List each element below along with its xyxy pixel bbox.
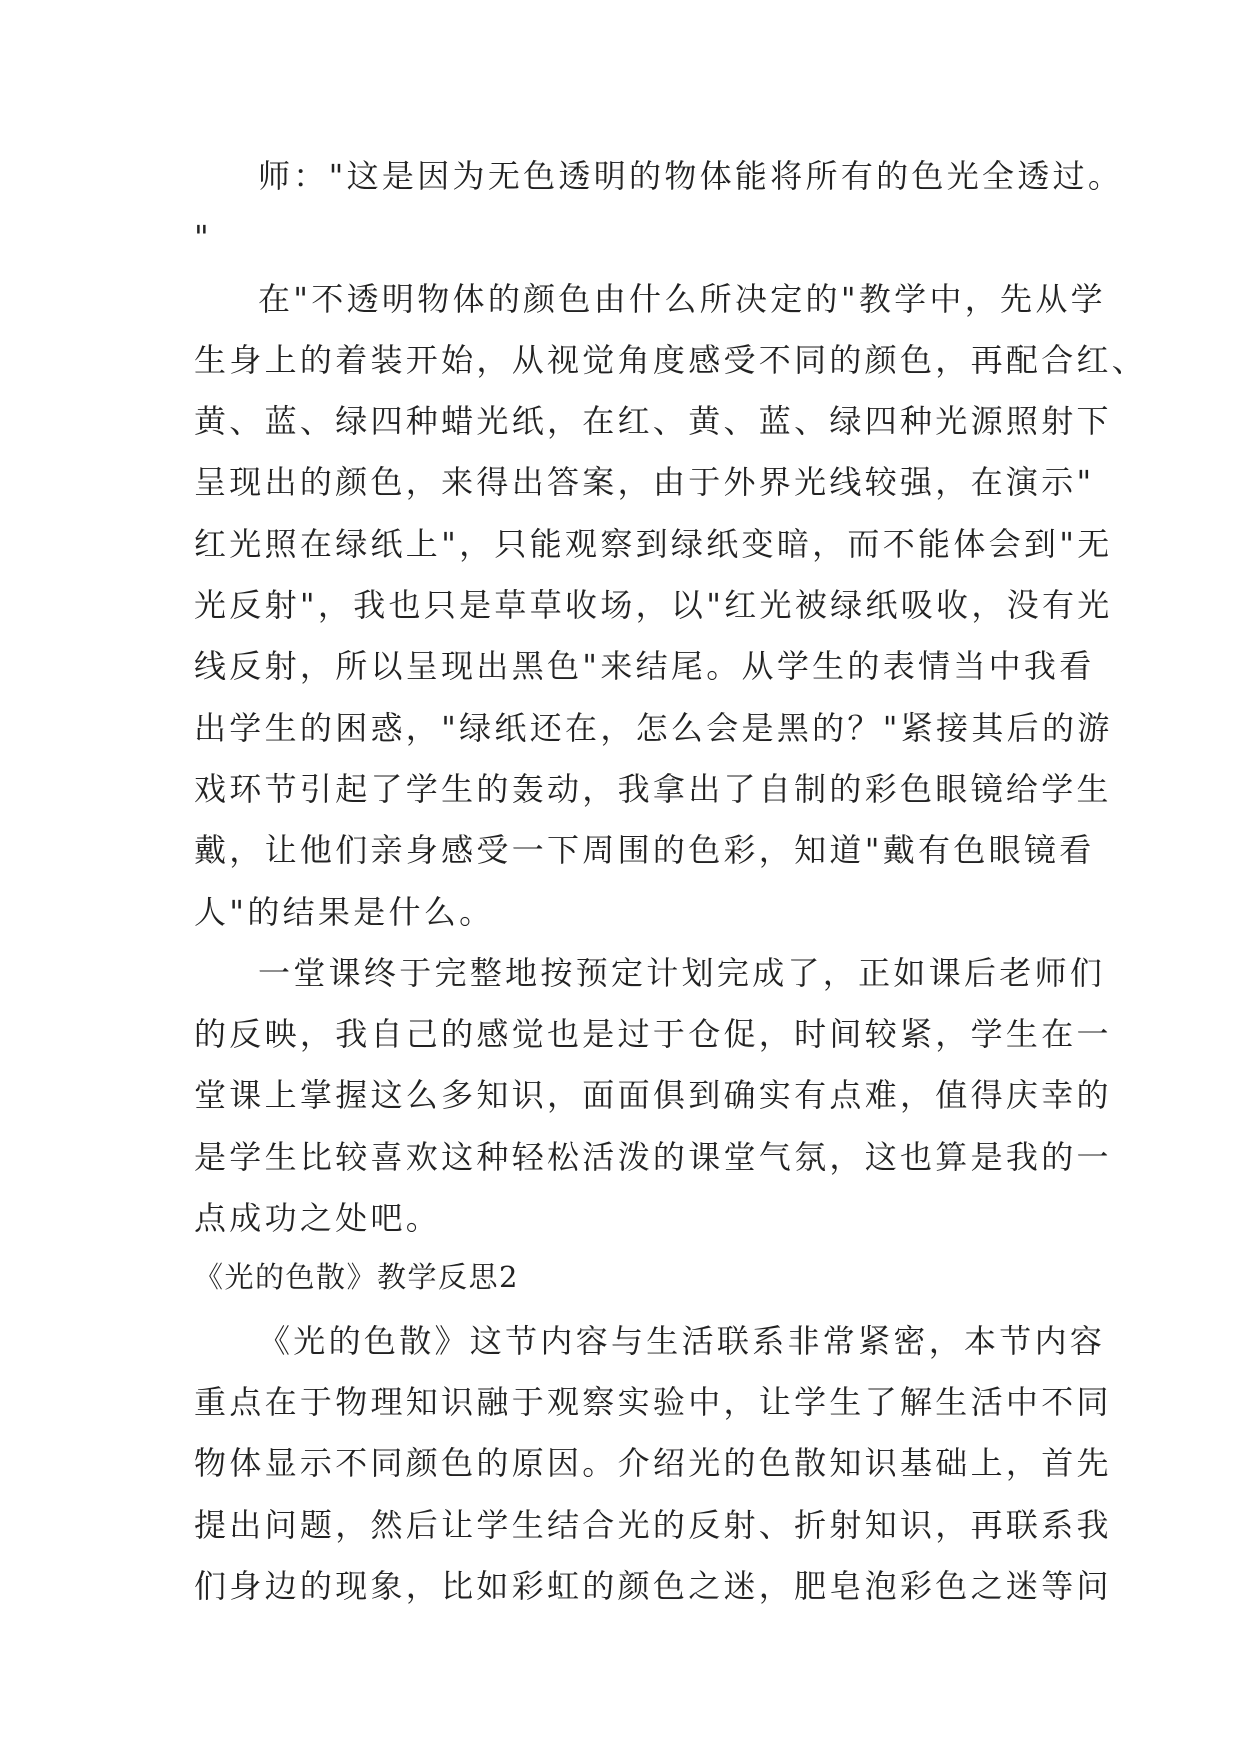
paragraph-line: 堂课上掌握这么多知识，面面俱到确实有点难，值得庆幸的	[194, 1076, 1112, 1115]
paragraph-line: 光反射"，我也只是草草收场，以"红光被绿纸吸收，没有光	[194, 586, 1113, 625]
paragraph-line: 呈现出的颜色，来得出答案，由于外界光线较强，在演示"	[194, 463, 1095, 502]
document-body	[194, 157, 1148, 1631]
paragraph-line: 一堂课终于完整地按预定计划完成了，正如课后老师们	[258, 953, 1106, 992]
paragraph-line: 在"不透明物体的颜色由什么所决定的"教学中，先从学	[258, 279, 1106, 318]
paragraph-line: 们身边的现象，比如彩虹的颜色之迷，肥皂泡彩色之迷等问	[194, 1566, 1112, 1605]
paragraph-line: 点成功之处吧。	[194, 1199, 442, 1238]
paragraph-line: 重点在于物理知识融于观察实验中，让学生了解生活中不同	[194, 1382, 1112, 1421]
paragraph-line: 生身上的着装开始，从视觉角度感受不同的颜色，再配合红、	[194, 340, 1148, 379]
paragraph-line: 线反射，所以呈现出黑色"来结尾。从学生的表情当中我看	[194, 647, 1095, 686]
paragraph-line: "	[194, 218, 213, 257]
paragraph-line: 的反映，我自己的感觉也是过于仓促，时间较紧，学生在一	[194, 1015, 1112, 1054]
paragraph-line: 是学生比较喜欢这种轻松活泼的课堂气氛，这也算是我的一	[194, 1137, 1112, 1176]
paragraph-line: 提出问题，然后让学生结合光的反射、折射知识，再联系我	[194, 1505, 1112, 1544]
paragraph-line: 戴，让他们亲身感受一下周围的色彩，知道"戴有色眼镜看	[194, 831, 1095, 870]
paragraph-line: 人"的结果是什么。	[194, 892, 495, 931]
paragraph-line: 《光的色散》这节内容与生活联系非常紧密，本节内容	[258, 1321, 1106, 1360]
paragraph-line: 红光照在绿纸上"，只能观察到绿纸变暗，而不能体会到"无	[194, 524, 1113, 563]
paragraph-line: 戏环节引起了学生的轰动，我拿出了自制的彩色眼镜给学生	[194, 769, 1112, 808]
paragraph-line: 物体显示不同颜色的原因。介绍光的色散知识基础上，首先	[194, 1444, 1112, 1483]
paragraph-line: 师："这是因为无色透明的物体能将所有的色光全透过。	[258, 157, 1124, 195]
paragraph-line: 黄、蓝、绿四种蜡光纸，在红、黄、蓝、绿四种光源照射下	[194, 402, 1112, 441]
section-heading: 《光的色散》教学反思2	[194, 1260, 519, 1295]
paragraph-line: 出学生的困惑，"绿纸还在，怎么会是黑的？"紧接其后的游	[194, 708, 1113, 747]
